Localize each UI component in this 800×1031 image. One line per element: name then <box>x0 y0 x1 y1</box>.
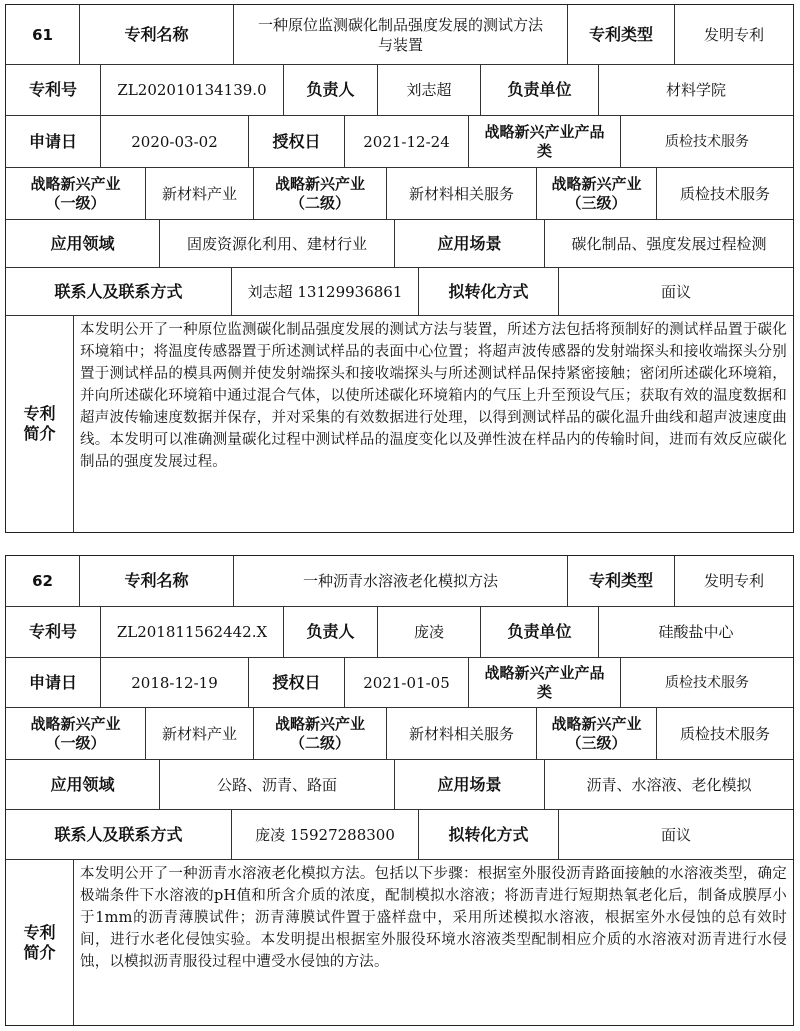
industry-level3-value: 质检技术服务 <box>679 724 770 743</box>
industry-level2-label <box>254 708 387 759</box>
summary-label-line1: 专利 <box>23 922 56 942</box>
patent-name-value: 一种沥青水溶液老化模拟方法 <box>234 556 568 606</box>
industry-level1-label-line2: （一级） <box>45 193 106 212</box>
patent-name-label: 专利名称 <box>80 5 234 64</box>
industry-level3-label-line1: 战略新兴产业 <box>551 174 642 193</box>
application-field-value: 公路、沥青、路面 <box>160 760 395 809</box>
unit-label: 负责单位 <box>481 607 599 657</box>
application-field-value: 固废资源化利用、建材行业 <box>160 220 395 267</box>
apply-date-value: 2020-03-02 <box>101 116 249 167</box>
industry-level1-label <box>6 168 146 219</box>
unit-value: 硅酸盐中心 <box>658 623 734 641</box>
grant-date-value: 2021-12-24 <box>345 116 469 167</box>
unit-label: 负责单位 <box>481 65 599 115</box>
industry-level2-value: 新材料相关服务 <box>387 708 537 759</box>
product-category-label: 战略新兴产业产品类 <box>469 116 621 167</box>
industry-level3-value: 质检技术服务 <box>679 184 770 203</box>
summary-label-line2: 简介 <box>23 424 56 443</box>
application-field-label: 应用领域 <box>6 220 160 267</box>
transfer-value: 面议 <box>660 825 691 844</box>
apply-date-value: 2018-12-19 <box>101 658 249 707</box>
contact-value: 刘志超 13129936861 <box>232 268 419 315</box>
patent-index: 62 <box>6 556 80 606</box>
patent-number-label: 专利号 <box>6 607 101 657</box>
grant-date-label: 授权日 <box>249 658 345 707</box>
industry-level2-label-line2: （二级） <box>289 733 350 752</box>
patent-number-value: ZL202010134139.0 <box>101 65 284 115</box>
industry-level2-label-line1: 战略新兴产业 <box>274 174 365 193</box>
patent-record-62 <box>5 555 794 1026</box>
summary-text: 本发明公开了一种原位监测碳化制品强度发展的测试方法与装置，所述方法包括将预制好的测试样品置于碳化环境箱中；将温度传感器置于所述测试样品的表面中心位置；将超声波传感器的发射端探头和接收端探头分别置于测试样品的模具两侧并使发射端探头和接收端探头与所述测试样品保持紧密接触；密闭所述碳化环境箱，并向所述碳化环境箱中通过混合气体，以使所述碳化环境箱内的气压上升至预设气压；获取有效的温度数据和超声波传输速度数据并保存，并对采集的有效数据进行处理，以得到测试样品的碳化温升曲线和超声波速度曲线。本发明可以准确测量碳化过程中测试样品的温度变化以及弹性波在样品内的传输时间，进而有效反应碳化制品的强度发展过程。 <box>80 322 787 470</box>
summary-label <box>6 860 74 1025</box>
patent-name-value: 一种原位监测碳化制品强度发展的测试方法与装置 <box>234 5 568 64</box>
industry-level1-label-line2: （一级） <box>45 733 106 752</box>
industry-level1-label <box>6 708 146 759</box>
apply-date-label: 申请日 <box>6 116 101 167</box>
industry-level3-label-line2: （三级） <box>566 193 627 212</box>
person-label: 负责人 <box>284 65 378 115</box>
patent-record-61 <box>5 4 794 533</box>
product-category-label: 战略新兴产业产品类 <box>469 658 621 707</box>
industry-level3-label-line2: （三级） <box>566 733 627 752</box>
summary-label <box>6 316 74 532</box>
contact-value: 庞凌 15927288300 <box>232 810 419 859</box>
person-value: 刘志超 <box>378 65 481 115</box>
industry-level3-label <box>537 168 657 219</box>
patent-index: 61 <box>6 5 80 64</box>
grant-date-value: 2021-01-05 <box>345 658 469 707</box>
person-label: 负责人 <box>284 607 378 657</box>
industry-level1-value: 新材料产业 <box>146 708 254 759</box>
patent-type-value: 发明专利 <box>703 25 764 44</box>
application-scene-label: 应用场景 <box>395 760 545 809</box>
summary-text: 本发明公开了一种沥青水溶液老化模拟方法。包括以下步骤：根据室外服役沥青路面接触的水溶液类型，确定极端条件下水溶液的pH值和所含介质的浓度，配制模拟水溶液；将沥青进行短期热氧老化后，制备成膜厚小于1mm的沥青薄膜试件；沥青薄膜试件置于盛样盘中，采用所述模拟水溶液，根据室外水侵蚀的总有效时间，进行水老化侵蚀实验。本发明提出根据室外服役环境水溶液类型配制相应介质的水溶液对沥青进行水侵蚀，以模拟沥青服役过程中遭受水侵蚀的方法。 <box>80 866 787 970</box>
industry-level2-label-line1: 战略新兴产业 <box>274 714 365 733</box>
industry-level2-label-line2: （二级） <box>289 193 350 212</box>
contact-label: 联系人及联系方式 <box>6 810 232 859</box>
transfer-value: 面议 <box>660 282 691 301</box>
summary-label-line1: 专利 <box>23 404 56 423</box>
contact-label: 联系人及联系方式 <box>6 268 232 315</box>
application-scene-value: 碳化制品、强度发展过程检测 <box>571 234 767 253</box>
unit-value: 材料学院 <box>665 81 726 99</box>
patent-name-label: 专利名称 <box>80 556 234 606</box>
product-category-value: 质检技术服务 <box>665 133 749 150</box>
application-scene-label: 应用场景 <box>395 220 545 267</box>
apply-date-label: 申请日 <box>6 658 101 707</box>
industry-level3-label-line1: 战略新兴产业 <box>551 714 642 733</box>
industry-level3-label <box>537 708 657 759</box>
patent-type-label: 专利类型 <box>568 556 675 606</box>
industry-level1-label-line1: 战略新兴产业 <box>30 174 121 193</box>
industry-level1-label-line1: 战略新兴产业 <box>30 714 121 733</box>
transfer-label: 拟转化方式 <box>419 268 559 315</box>
industry-level2-value: 新材料相关服务 <box>387 168 537 219</box>
application-field-label: 应用领域 <box>6 760 160 809</box>
transfer-label: 拟转化方式 <box>419 810 559 859</box>
patent-type-label: 专利类型 <box>568 5 675 64</box>
person-value: 庞凌 <box>378 607 481 657</box>
summary-label-line2: 简介 <box>23 942 56 962</box>
application-scene-value: 沥青、水溶液、老化模拟 <box>586 775 752 794</box>
grant-date-label: 授权日 <box>249 116 345 167</box>
patent-number-label: 专利号 <box>6 65 101 115</box>
industry-level2-label <box>254 168 387 219</box>
patent-type-value: 发明专利 <box>703 572 764 590</box>
industry-level1-value: 新材料产业 <box>146 168 254 219</box>
patent-number-value: ZL201811562442.X <box>101 607 284 657</box>
product-category-value: 质检技术服务 <box>665 674 749 691</box>
